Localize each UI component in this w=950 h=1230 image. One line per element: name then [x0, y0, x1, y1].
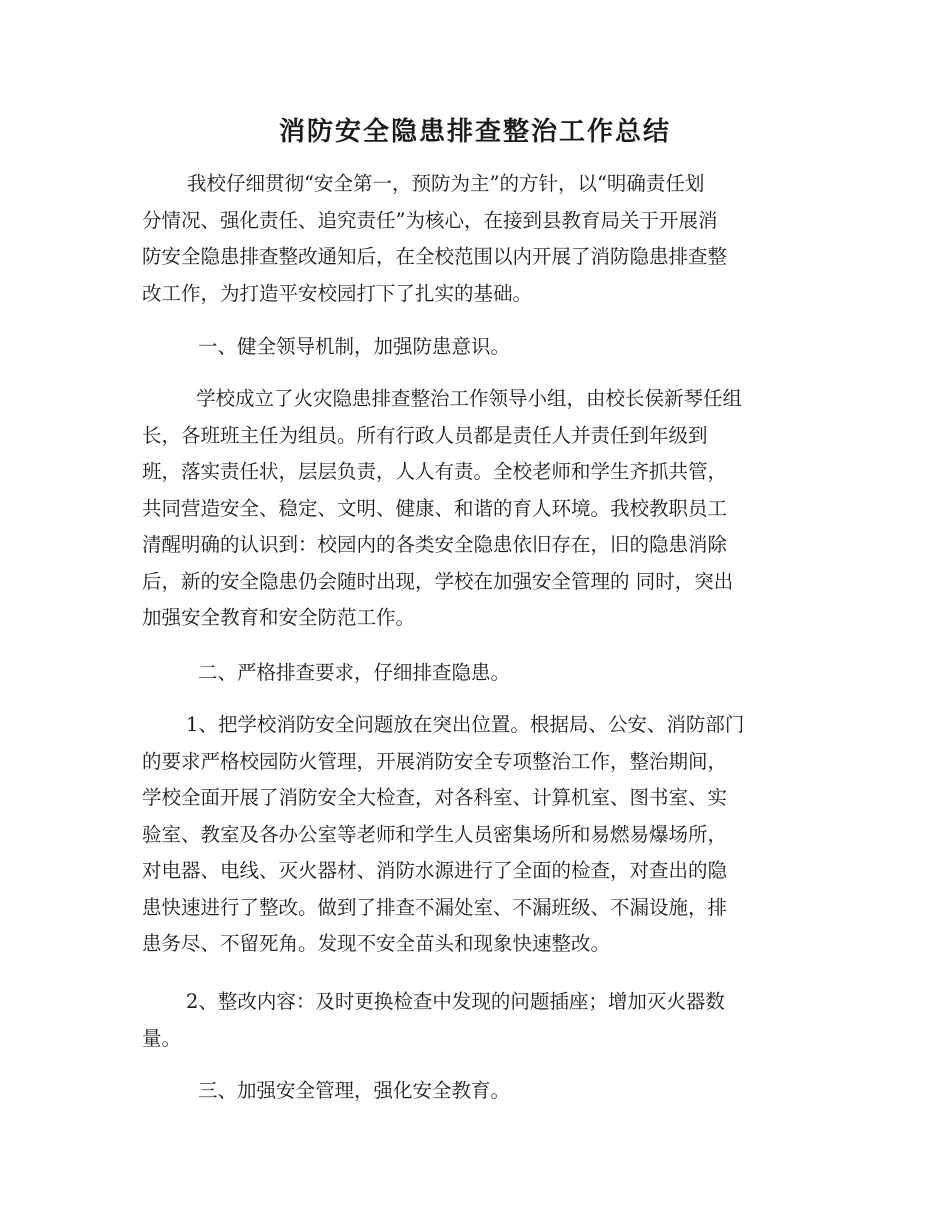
text-line: 患务尽、不留死角。发现不安全苗头和现象快速整改。 [142, 932, 611, 955]
text-line: 防安全隐患排查整改通知后，在全校范围以内开展了消防隐患排查整 [142, 245, 728, 268]
paragraph-section-2-item-1 [142, 707, 812, 963]
paragraph-intro [142, 166, 812, 312]
document-title: 消防安全隐患排查整治工作总结 [278, 117, 671, 147]
paragraph-section-1 [142, 381, 812, 637]
section-heading-1 [142, 329, 812, 366]
text-line: 2、整改内容：及时更换检查中发现的问题插座；增加灭火器数 [186, 990, 725, 1013]
text-line: 我校仔细贯彻“安全第一，预防为主”的方针，以“明确责任划 [187, 172, 705, 195]
text-line: 学校全面开展了消防安全大检查，对各科室、计算机室、图书室、实 [142, 786, 728, 809]
text-line: 改工作，为打造平安校园打下了扎实的基础。 [142, 281, 533, 305]
text-line: 加强安全教育和安全防范工作。 [142, 606, 416, 629]
text-line: 分情况、强化责任、追究责任”为核心，在接到县教育局关于开展消 [142, 208, 718, 232]
text-line: 三、加强安全管理，强化安全教育。 [198, 1079, 511, 1102]
text-line: 班，落实责任状，层层负责，人人有责。全校老师和学生齐抓共管， [142, 460, 728, 483]
text-line: 对电器、电线、灭火器材、消防水源进行了全面的检查，对查出的隐 [142, 859, 728, 882]
text-line: 一、健全领导机制，加强防患意识。 [198, 335, 511, 358]
text-line: 清醒明确的认识到：校园内的各类安全隐患依旧存在，旧的隐患消除 [142, 533, 728, 556]
section-heading-2 [142, 655, 812, 692]
text-line: 验室、教室及各办公室等老师和学生人员密集场所和易燃易爆场所， [142, 822, 728, 846]
section-heading-3 [142, 1073, 812, 1110]
text-line: 的要求严格校园防火管理，开展消防安全专项整治工作，整治期间， [142, 749, 728, 773]
text-line: 学校成立了火灾隐患排查整治工作领导小组，由校长侯新琴任组 [196, 387, 743, 410]
text-line: 患快速进行了整改。做到了排查不漏处室、不漏班级、不漏设施，排 [142, 895, 728, 919]
text-line: 后，新的安全隐患仍会随时出现，学校在加强安全管理的 同时，突出 [142, 569, 734, 593]
text-line: 二、严格排查要求，仔细排查隐患。 [198, 661, 511, 684]
text-line: 量。 [142, 1026, 182, 1050]
paragraph-section-2-item-2 [142, 984, 812, 1057]
text-line: 1、把学校消防安全问题放在突出位置。根据局、公安、消防部门 [186, 713, 745, 736]
text-line: 共同营造安全、稳定、文明、健康、和谐的育人环境。我校教职员工 [142, 496, 728, 520]
text-line: 长，各班班主任为组员。所有行政人员都是责任人并责任到年级到 [142, 423, 708, 447]
